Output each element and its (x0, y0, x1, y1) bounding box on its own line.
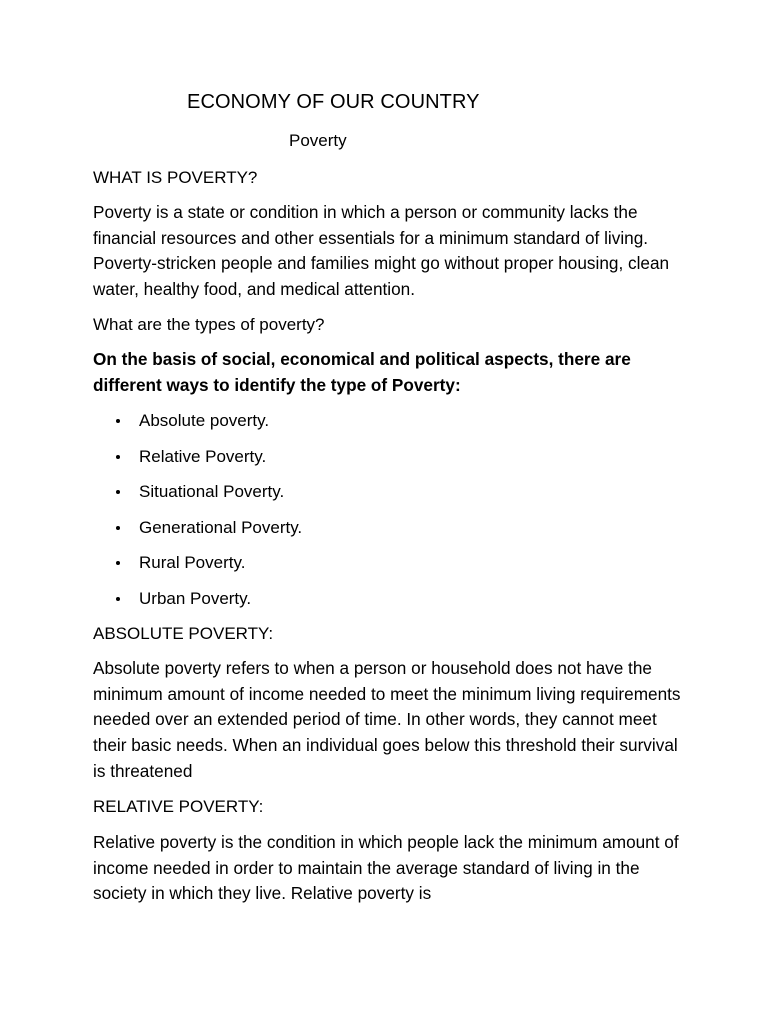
paragraph-text: Absolute poverty refers to when a person or household does not have the minimum amount of income needed to meet the minimum living requirements needed over an extended period of time. In other words, they cannot meet their basic needs. When an individual goes below this threshold their survival is threatened (93, 658, 681, 781)
list-item-label: Generational Poverty. (139, 517, 303, 537)
list-item-label: Urban Poverty. (139, 588, 252, 608)
bullet-icon (116, 419, 120, 423)
paragraph-poverty-definition (93, 200, 683, 303)
section-heading-relative-poverty: RELATIVE POVERTY: (93, 797, 264, 816)
bullet-icon (116, 455, 120, 459)
list-item-label: Relative Poverty. (139, 446, 267, 466)
list-item-label: Absolute poverty. (139, 411, 270, 430)
list-item-label: Situational Poverty. (139, 482, 285, 501)
paragraph-types-intro (93, 347, 683, 398)
paragraph-text: On the basis of social, economical and political aspects, there are different ways to identify the type of Poverty: (93, 349, 631, 395)
bullet-icon (116, 561, 120, 565)
section-heading-absolute-poverty: ABSOLUTE POVERTY: (93, 624, 274, 643)
section-heading-types-of-poverty: What are the types of poverty? (93, 315, 325, 334)
document-title: ECONOMY OF OUR COUNTRY (187, 91, 480, 113)
paragraph-absolute-poverty (93, 656, 683, 785)
document-subtitle: Poverty (289, 131, 347, 150)
list-item-label: Rural Poverty. (139, 553, 246, 572)
section-heading-what-is-poverty: WHAT IS POVERTY? (93, 168, 258, 187)
bullet-icon (116, 597, 120, 601)
paragraph-relative-poverty (93, 830, 683, 907)
paragraph-text: Relative poverty is the condition in which people lack the minimum amount of income needed in order to maintain the average standard of living in the society in which they live. Relative poverty is (93, 832, 679, 904)
paragraph-text: Poverty is a state or condition in which a person or community lacks the financial resources and other essentials for a minimum standard of living. Poverty-stricken people and families might go without proper housing, clean water, healthy food, and medical attention. (93, 202, 670, 300)
bullet-icon (116, 490, 120, 494)
bullet-icon (116, 526, 120, 530)
